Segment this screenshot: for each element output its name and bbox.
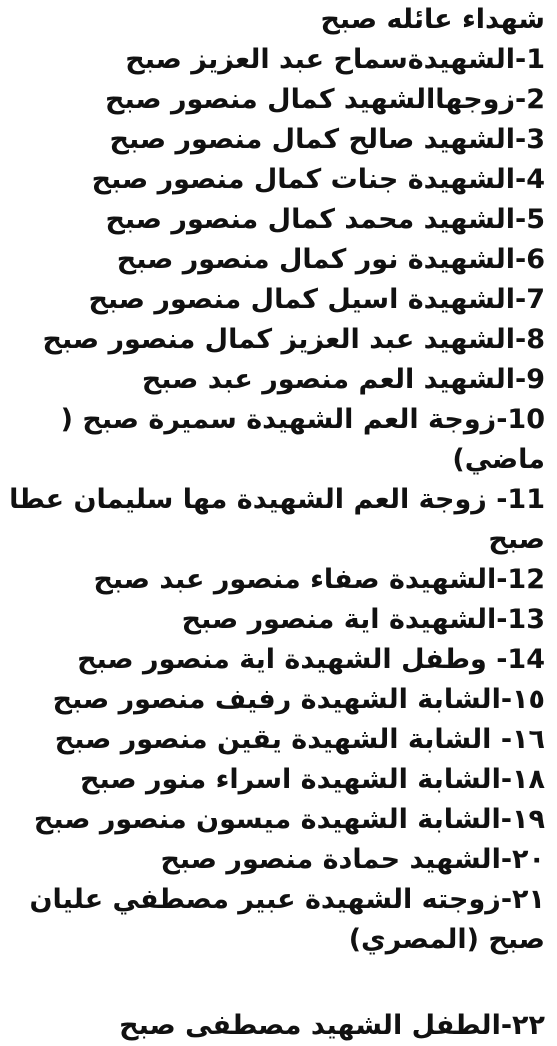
list-item: 6-الشهيدة نور كمال منصور صبح (116, 244, 545, 275)
list-item: 10-زوجة العم الشهيدة سميرة صبح ( ماضي) (60, 404, 545, 475)
list-item: 11- زوجة العم الشهيدة مها سليمان عطا صبح (9, 484, 545, 555)
list-item: 8-الشهيد عبد العزيز كمال منصور صبح (42, 324, 545, 355)
list-item: ٢١-زوجته الشهيدة عبير مصطفي عليان صبح (المصري) (29, 884, 545, 955)
list-item: ٢٠-الشهيد حمادة منصور صبح (160, 844, 545, 875)
list-item: ١٨-الشابة الشهيدة اسراء منور صبح (80, 764, 545, 795)
martyrs-list (8, 40, 545, 960)
list-item: 1-الشهيدةسماح عبد العزيز صبح (125, 44, 545, 75)
list-item: 3-الشهيد صالح كمال منصور صبح (109, 124, 545, 155)
page-title: شهداء عائله صبح (320, 4, 545, 35)
cutoff-line: ٢٢-الطفل الشهيد مصطفى صبح (119, 1010, 545, 1041)
list-item: 5-الشهيد محمد كمال منصور صبح (105, 204, 545, 235)
list-item: ١٦- الشابة الشهيدة يقين منصور صبح (54, 724, 545, 755)
list-item: 9-الشهيد العم منصور عبد صبح (141, 364, 545, 395)
list-item: 13-الشهيدة اية منصور صبح (181, 604, 545, 635)
list-item: ١٥-الشابة الشهيدة رفيف منصور صبح (52, 684, 545, 715)
list-item: 4-الشهيدة جنات كمال منصور صبح (91, 164, 545, 195)
list-item: ١٩-الشابة الشهيدة ميسون منصور صبح (33, 804, 545, 835)
list-item: 2-زوجهاالشهيد كمال منصور صبح (104, 84, 545, 115)
list-item: 14- وطفل الشهيدة اية منصور صبح (77, 644, 545, 675)
list-item: 12-الشهيدة صفاء منصور عبد صبح (93, 564, 545, 595)
list-item: 7-الشهيدة اسيل كمال منصور صبح (88, 284, 545, 315)
